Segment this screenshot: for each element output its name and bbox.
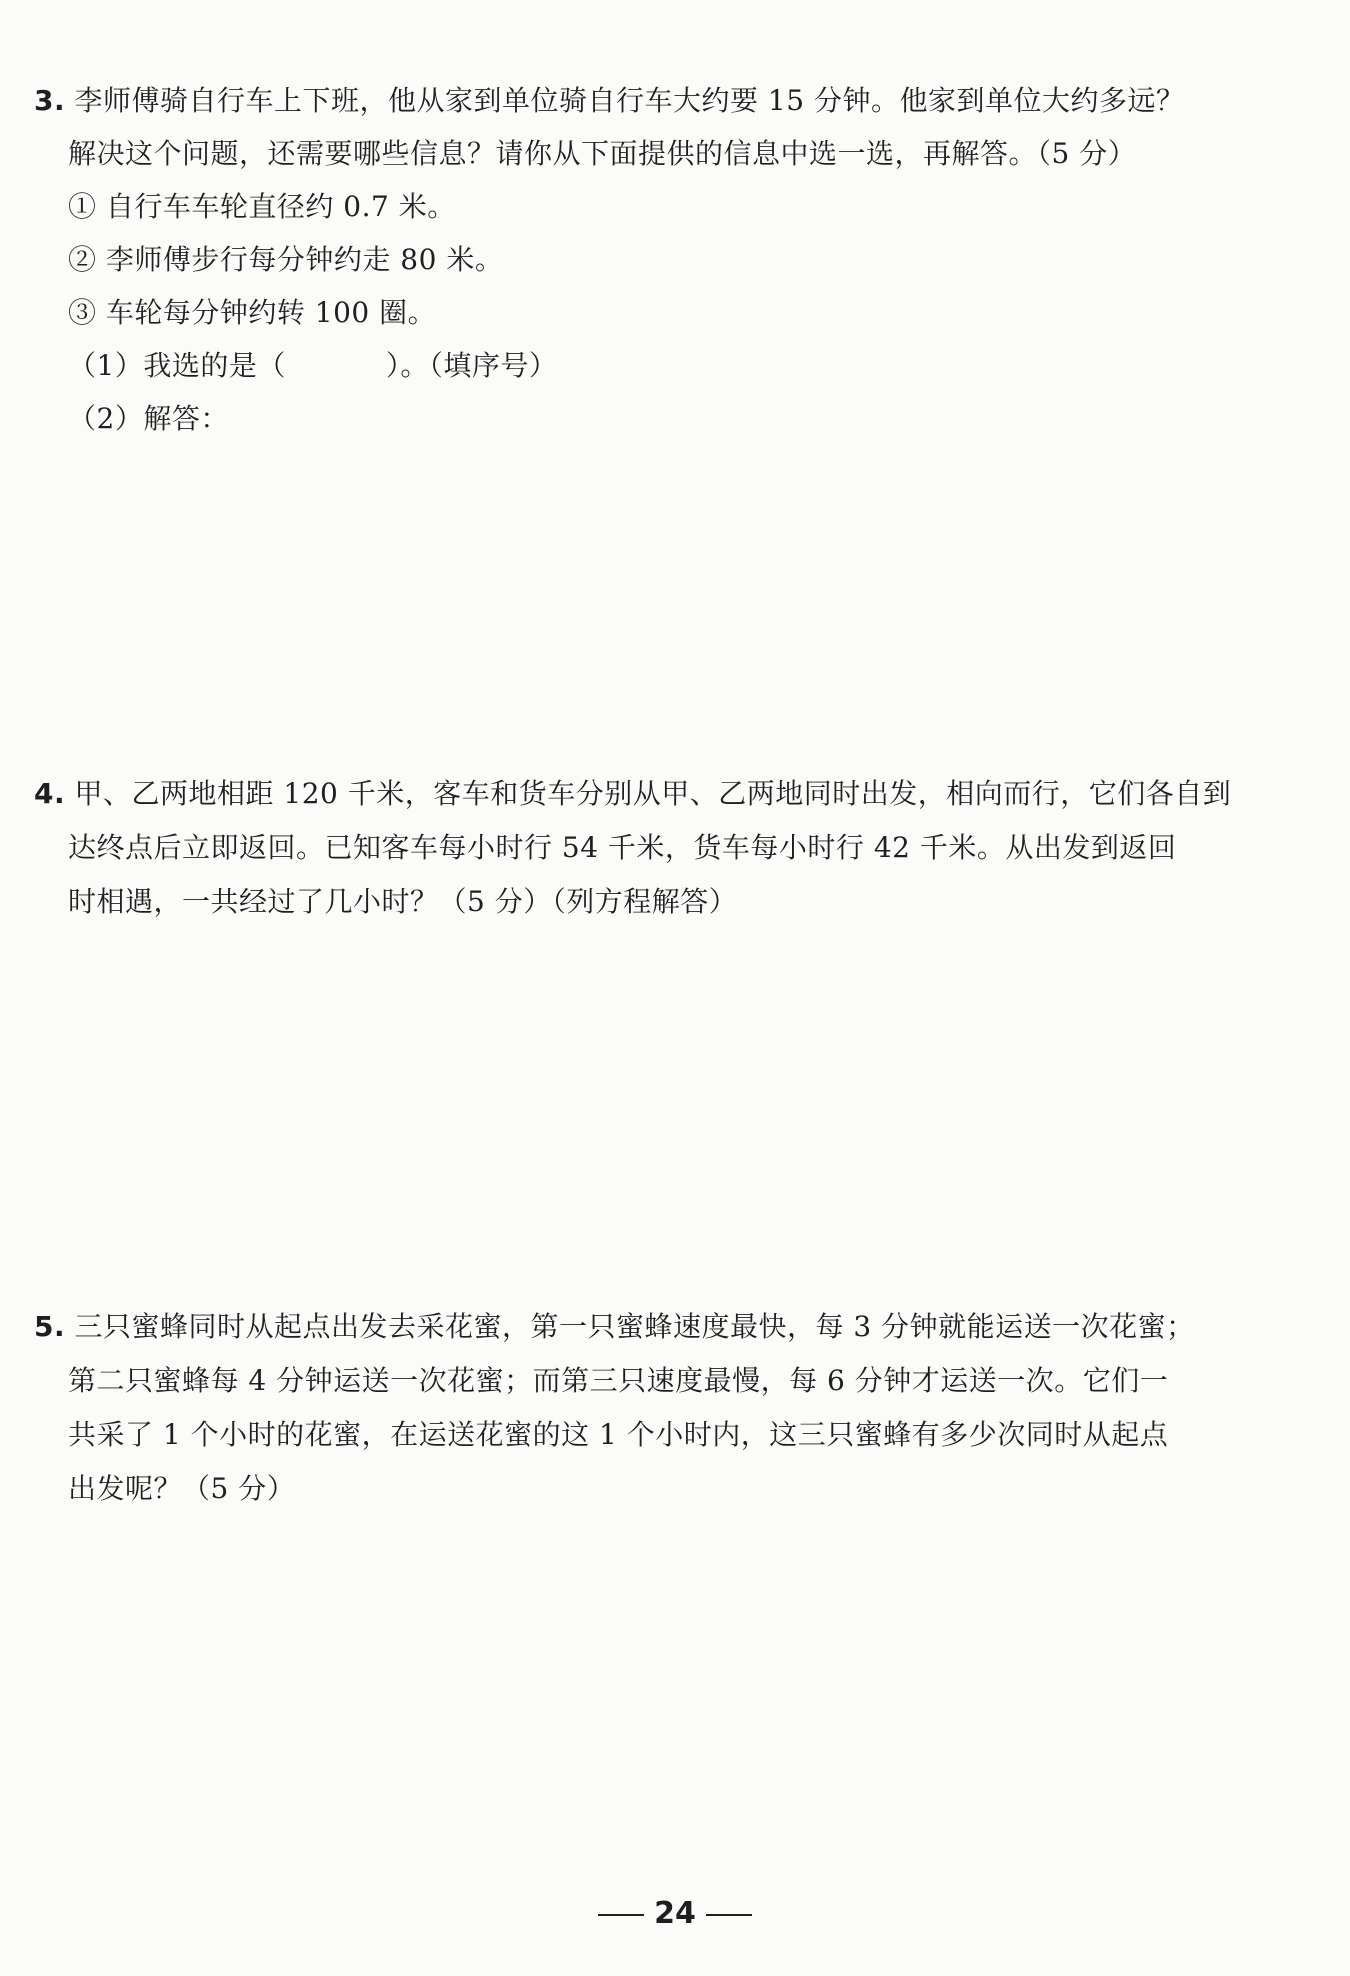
q4-line-1 [34,774,1231,814]
q4-text-1: 甲、乙两地相距 120 千米，客车和货车分别从甲、乙两地同时出发，相向而行，它们各自到 [74,777,1232,810]
q5-line-2: 第二只蜜蜂每 4 分钟运送一次花蜜；而第三只速度最慢，每 6 分钟才运送一次。它们一 [68,1364,1169,1397]
q3-text-1: 李师傅骑自行车上下班，他从家到单位骑自行车大约要 15 分钟。他家到单位大约多远？ [74,84,1185,117]
q3-sub-1 [68,346,557,386]
q5-line-1 [34,1307,1195,1347]
q3-sub-1-suffix: ）。（填序号） [385,349,558,382]
footer-dash-left [598,1914,644,1916]
q5-line-3: 共采了 1 个小时的花蜜，在运送花蜜的这 1 个小时内，这三只蜜蜂有多少次同时从起点 [68,1418,1169,1451]
q3-option-1: ① 自行车车轮直径约 0.7 米。 [68,190,456,223]
q4-line-3: 时相遇，一共经过了几小时？（5 分）（列方程解答） [68,885,738,918]
q3-sub-1-prefix: （1）我选的是（ [68,349,286,382]
q3-option-2: ② 李师傅步行每分钟约走 80 米。 [68,243,504,276]
q3-line-1 [34,81,1184,121]
q4-number: 4. [34,777,66,810]
q5-number: 5. [34,1310,66,1343]
q3-option-3: ③ 车轮每分钟约转 100 圈。 [68,296,437,329]
q4-line-2: 达终点后立即返回。已知客车每小时行 54 千米，货车每小时行 42 千米。从出发到返回 [68,831,1177,864]
footer-dash-right [706,1914,752,1916]
q3-line-2: 解决这个问题，还需要哪些信息？请你从下面提供的信息中选一选，再解答。（5 分） [68,137,1137,170]
page-footer [0,1896,1350,1931]
q5-text-1: 三只蜜蜂同时从起点出发去采花蜜，第一只蜜蜂速度最快，每 3 分钟就能运送一次花蜜； [74,1310,1195,1343]
q3-sub-2: （2）解答： [68,402,229,435]
q3-number: 3. [34,84,66,117]
q5-line-4: 出发呢？（5 分） [68,1472,296,1505]
page-number: 24 [654,1896,696,1931]
